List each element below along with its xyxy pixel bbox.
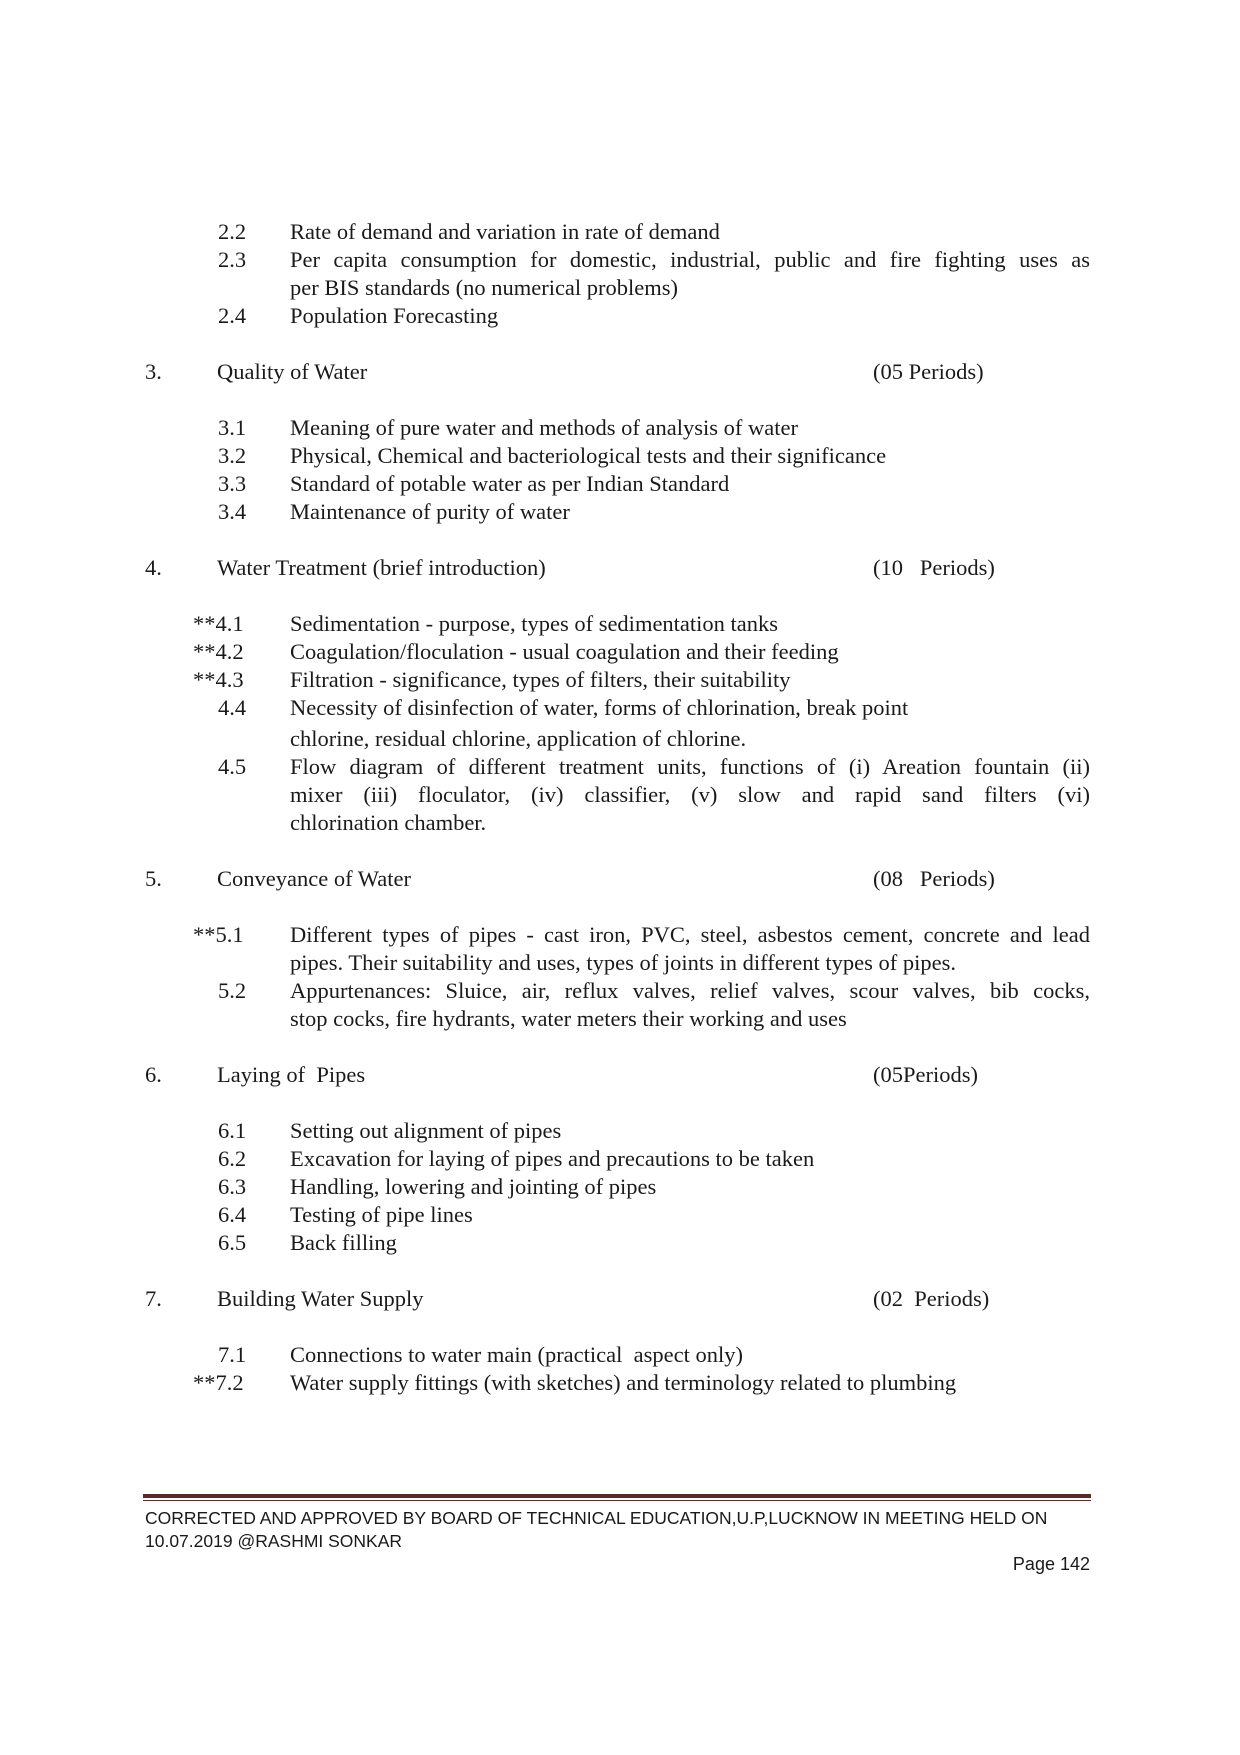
item-number: **5.1 [193, 922, 244, 947]
item-number: **4.2 [193, 639, 244, 664]
section-title: Conveyance of Water [217, 866, 411, 891]
item-text: Testing of pipe lines [290, 1202, 473, 1227]
section-number: 5. [145, 866, 162, 891]
item-text-line: Per capita consumption for domestic, industrial, public and fire fighting uses as [290, 247, 1090, 272]
item-text: Excavation for laying of pipes and precautions to be taken [290, 1146, 815, 1171]
item-text-line: Appurtenances: Sluice, air, reflux valves, relief valves, scour valves, bib cocks, [290, 978, 1090, 1003]
item-text-line: Necessity of disinfection of water, forms of chlorination, break point [290, 695, 909, 720]
item-text-line: chlorination chamber. [290, 810, 487, 835]
section-number: 3. [145, 359, 162, 384]
footer-approval-line: CORRECTED AND APPROVED BY BOARD OF TECHNICAL EDUCATION,U.P,LUCKNOW IN MEETING HELD ON [145, 1508, 1048, 1528]
item-text: Sedimentation - purpose, types of sedimentation tanks [290, 611, 779, 636]
item-number: 4.5 [218, 754, 247, 779]
item-number: 6.2 [218, 1146, 247, 1171]
section-title: Laying of Pipes [217, 1062, 366, 1087]
section-title: Quality of Water [217, 359, 368, 384]
item-text-line: chlorine, residual chlorine, application of chlorine. [290, 726, 747, 751]
item-number: 6.1 [218, 1118, 247, 1143]
section-number: 7. [145, 1286, 162, 1311]
footer-date-author: 10.07.2019 @RASHMI SONKAR [145, 1531, 403, 1551]
item-number: 3.2 [218, 443, 247, 468]
page-number: Page 142 [1012, 1554, 1090, 1574]
item-text: Physical, Chemical and bacteriological tests and their significance [290, 443, 887, 468]
item-text: Water supply fittings (with sketches) and terminology related to plumbing [290, 1370, 957, 1395]
item-text: Coagulation/floculation - usual coagulation and their feeding [290, 639, 839, 664]
footer-rule-thin [143, 1500, 1091, 1501]
item-number: 3.1 [218, 415, 247, 440]
item-text: Filtration - significance, types of filters, their suitability [290, 667, 791, 692]
section-periods: (08 Periods) [873, 866, 995, 891]
item-number: 6.4 [218, 1202, 247, 1227]
footer-rule-thick [143, 1494, 1091, 1498]
item-text: Population Forecasting [290, 303, 499, 328]
item-number: 6.5 [218, 1230, 247, 1255]
section-periods: (02 Periods) [873, 1286, 990, 1311]
item-text: Rate of demand and variation in rate of demand [290, 219, 720, 244]
item-number: 2.4 [218, 303, 247, 328]
section-periods: (05Periods) [873, 1062, 978, 1087]
section-title: Building Water Supply [217, 1286, 424, 1311]
section-periods: (05 Periods) [873, 359, 984, 384]
item-text: Connections to water main (practical aspect only) [290, 1342, 743, 1367]
item-number: 6.3 [218, 1174, 247, 1199]
item-number: 4.4 [218, 695, 247, 720]
item-text-line: stop cocks, fire hydrants, water meters their working and uses [290, 1006, 847, 1031]
section-title: Water Treatment (brief introduction) [217, 555, 546, 580]
item-number: 7.1 [218, 1342, 247, 1367]
item-text: Standard of potable water as per Indian Standard [290, 471, 730, 496]
item-text: Handling, lowering and jointing of pipes [290, 1174, 657, 1199]
item-text: Maintenance of purity of water [290, 499, 570, 524]
item-number: **4.1 [193, 611, 244, 636]
item-text: Back filling [290, 1230, 397, 1255]
item-number: 3.3 [218, 471, 247, 496]
item-text-line: per BIS standards (no numerical problems) [290, 275, 679, 300]
item-number: **7.2 [193, 1370, 244, 1395]
item-number: 2.2 [218, 219, 247, 244]
item-number: **4.3 [193, 667, 244, 692]
item-text-line: mixer (iii) floculator, (iv) classifier, (v) slow and rapid sand filters (vi) [290, 782, 1090, 807]
item-text: Setting out alignment of pipes [290, 1118, 562, 1143]
item-text: Meaning of pure water and methods of analysis of water [290, 415, 798, 440]
item-text-line: pipes. Their suitability and uses, types of joints in different types of pipes. [290, 950, 956, 975]
item-number: 2.3 [218, 247, 247, 272]
section-periods: (10 Periods) [873, 555, 995, 580]
item-text-line: Different types of pipes - cast iron, PVC, steel, asbestos cement, concrete and lead [290, 922, 1090, 947]
item-number: 3.4 [218, 499, 247, 524]
item-number: 5.2 [218, 978, 247, 1003]
item-text-line: Flow diagram of different treatment units, functions of (i) Areation fountain (ii) [290, 754, 1090, 779]
section-number: 6. [145, 1062, 162, 1087]
section-number: 4. [145, 555, 162, 580]
